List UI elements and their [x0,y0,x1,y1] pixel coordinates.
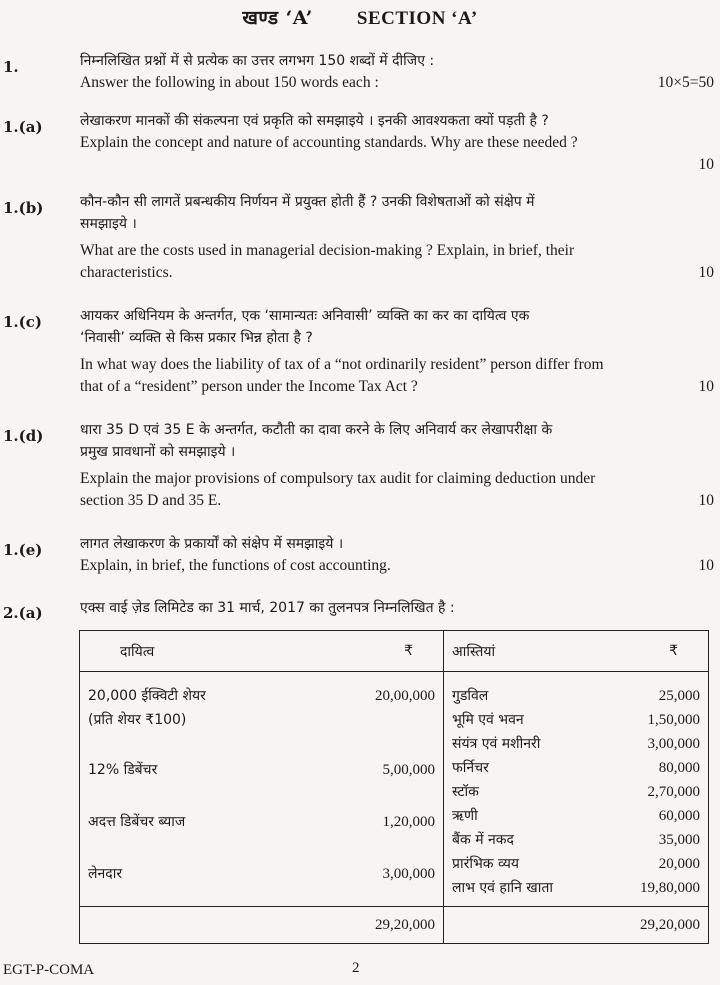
section-heading [0,4,720,30]
question-number: 1.(b) [3,199,44,217]
question-text-hindi: प्रमुख प्रावधानों को समझाइये । [80,444,236,460]
liability-amount: 1,20,000 [382,814,436,830]
question-number: 1.(e) [3,541,43,559]
question-number: 1.(c) [3,313,42,331]
asset-amount: 60,000 [658,808,700,824]
asset-label: लाभ एवं हानि खाता [452,880,553,896]
asset-label: भूमि एवं भवन [452,712,524,728]
liability-amount: 5,00,000 [382,762,436,778]
liability-label: अदत्त डिबेंचर ब्याज [88,814,186,830]
paper-code: EGT-P-COMA [3,962,95,978]
question-text-english: Explain, in brief, the functions of cost accounting. 10 [80,555,714,577]
question-text-hindi: कौन-कौन सी लागतें प्रबन्धकीय निर्णयन में प्रयुक्त होती हैं ? उनकी विशेषताओं को संक्षेप में [80,194,535,210]
liabilities-amounts [312,672,444,907]
question-text-english: In what way does the liability of tax of a “not ordinarily resident” person differ from [80,356,604,373]
question-text-hindi: एक्स वाई ज़ेड लिमिटेड का 31 मार्च, 2017 का तुलनपत्र निम्नलिखित है : [80,600,455,616]
question-number: 1.(a) [3,118,43,136]
question-1c [80,305,714,398]
liability-label: (प्रति शेयर ₹100) [88,712,187,728]
table-total-row [80,907,709,944]
question-2a [80,597,714,619]
question-text-hindi: आयकर अधिनियम के अन्तर्गत, एक ‘सामान्यतः अनिवासी’ व्यक्ति का कर का दायित्व एक [80,308,530,324]
question-1d [80,419,714,512]
page-number: 2 [352,960,360,976]
liabilities-list [80,672,312,907]
question-text-english: Explain the concept and nature of accounting standards. Why are these needed ? [80,134,578,151]
liability-label: लेनदार [88,866,123,882]
liability-amount: 3,00,000 [382,866,436,882]
question-text-hindi: निम्नलिखित प्रश्नों में से प्रत्येक का उत्तर लगभग 150 शब्दों में दीजिए : [80,53,435,69]
header-rupee: ₹ [312,631,444,672]
table-body-row [80,672,709,907]
asset-label: फर्निचर [452,760,489,776]
question-text-english: Explain the major provisions of compulsory tax audit for claiming deduction under [80,470,596,487]
section-heading-english: SECTION ‘A’ [356,8,478,29]
marks: 10 [698,557,714,574]
section-heading-hindi: खण्ड ‘A’ [242,7,313,29]
assets-list [444,672,561,907]
question-text-hindi: धारा 35 D एवं 35 E के अन्तर्गत, कटौती का दावा करने के लिए अनिवार्य कर लेखापरीक्षा के [80,422,553,438]
question-text-hindi: लागत लेखाकरण के प्रकार्यों को संक्षेप में समझाइये । [80,536,344,552]
asset-label: प्रारंभिक व्यय [452,856,520,872]
marks: 10 [698,492,714,509]
header-rupee: ₹ [561,631,709,672]
marks: 10 [698,264,714,281]
liability-label: 20,000 ईक्विटी शेयर [88,688,206,704]
question-text-english: that of a “resident” person under the Income Tax Act ? 10 [80,376,714,398]
question-text-english: characteristics. 10 [80,262,714,284]
table-header-row [80,631,709,672]
header-liabilities: दायित्व [80,631,312,672]
question-number: 2.(a) [3,604,43,622]
question-number: 1.(d) [3,427,44,445]
question-text-english: section 35 D and 35 E. 10 [80,490,714,512]
question-number: 1. [3,58,19,76]
balance-sheet-table [79,630,709,944]
asset-amount: 25,000 [658,688,700,704]
asset-amount: 1,50,000 [647,712,700,728]
asset-amount: 3,00,000 [647,736,700,752]
asset-label: ऋणी [452,808,478,824]
marks: 10 [698,156,714,173]
asset-amount: 2,70,000 [647,784,700,800]
marks: 10 [698,378,714,395]
marks: 10×5=50 [657,74,714,91]
asset-amount: 35,000 [658,832,700,848]
question-text-hindi: ‘निवासी’ व्यक्ति से किस प्रकार भिन्न होता है ? [80,330,313,346]
asset-amount: 19,80,000 [640,880,700,896]
assets-amounts [561,672,709,907]
question-text-english: Answer the following in about 150 words each : 10×5=50 [80,72,714,94]
liability-amount: 20,00,000 [375,688,436,704]
question-text-hindi: समझाइये । [80,216,137,232]
asset-label: गुडविल [452,688,489,704]
question-text-english: What are the costs used in managerial decision-making ? Explain, in brief, their [80,242,575,259]
question-1 [80,50,714,94]
question-1a [80,110,714,176]
asset-label: स्टॉक [452,784,479,800]
liability-label: 12% डिबेंचर [88,762,158,778]
total-liabilities: 29,20,000 [312,907,444,944]
asset-amount: 80,000 [658,760,700,776]
question-1e [80,533,714,577]
asset-label: संयंत्र एवं मशीनरी [452,736,541,752]
asset-amount: 20,000 [658,856,700,872]
header-assets: आस्तियां [444,631,561,672]
total-assets: 29,20,000 [561,907,709,944]
question-text-hindi: लेखाकरण मानकों की संकल्पना एवं प्रकृति को समझाइये । इनकी आवश्यकता क्यों पड़ती है ? [80,113,549,129]
asset-label: बैंक में नकद [452,832,514,848]
question-1b [80,191,714,284]
